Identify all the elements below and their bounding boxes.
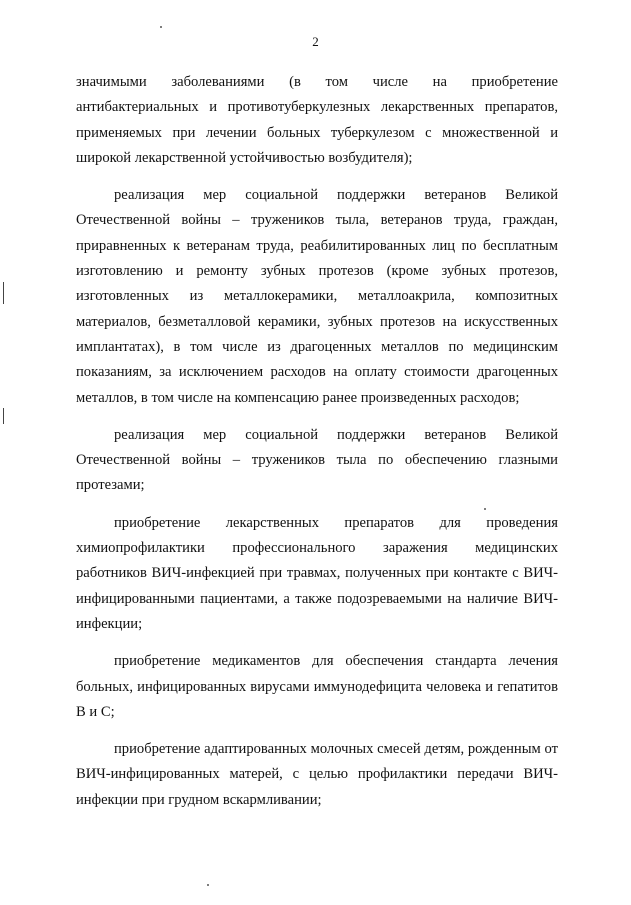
scan-speck (207, 884, 209, 886)
paragraph-3: реализация мер социальной поддержки ветеранов Великой Отечественной войны – тружеников тыла по обеспечению глазными протезами; (76, 426, 558, 494)
paragraph-5: приобретение медикаментов для обеспечения стандарта лечения больных, инфицированных вирусами иммунодефицита человека и гепатитов В и С; (76, 653, 558, 720)
paragraph-1: значимыми заболеваниями (в том числе на приобретение антибактериальных и противотуберкулезных лекарственных препаратов, применяемых при лечении больных туберкулезом с множественной и широкой лекарственной устойчивостью возбудителя); (76, 74, 558, 166)
paragraph-4: приобретение лекарственных препаратов для проведения химиопрофилактики профессионального заражения медицинских работников ВИЧ-инфекцией при травмах, полученных при контакте с ВИЧ-инфицированными пациентами, а также подозреваемыми на наличие ВИЧ-инфекции; (76, 514, 558, 632)
scan-speck (160, 26, 162, 28)
paragraph-6: приобретение адаптированных молочных смесей детям, рожденным от ВИЧ-инфицированных матерей, с целью профилактики передачи ВИЧ-инфекции при грудном вскармливании; (76, 741, 558, 808)
scan-edge-mark (3, 408, 4, 424)
scan-speck (484, 508, 486, 510)
body-text (76, 70, 558, 825)
page-number: 2 (312, 34, 319, 49)
scan-edge-mark (3, 282, 4, 304)
paragraph-2: реализация мер социальной поддержки ветеранов Великой Отечественной войны – тружеников тыла, ветеранов труда, граждан, приравненных к ветеранам труда, реабилитированных лиц по бесплатным изготовлению и ремонту зубных протезов (кроме зубных протезов, изготовленных из металлокерамики, металлоакрила, композитных материалов, безметалловой керамики, зубных протезов на искусственных имплантатах), в том числе из драгоценных металлов по медицинским показаниям, за исключением расходов на оплату стоимости драгоценных металлов, в том числе на компенсацию ранее произведенных расходов; (76, 187, 558, 406)
